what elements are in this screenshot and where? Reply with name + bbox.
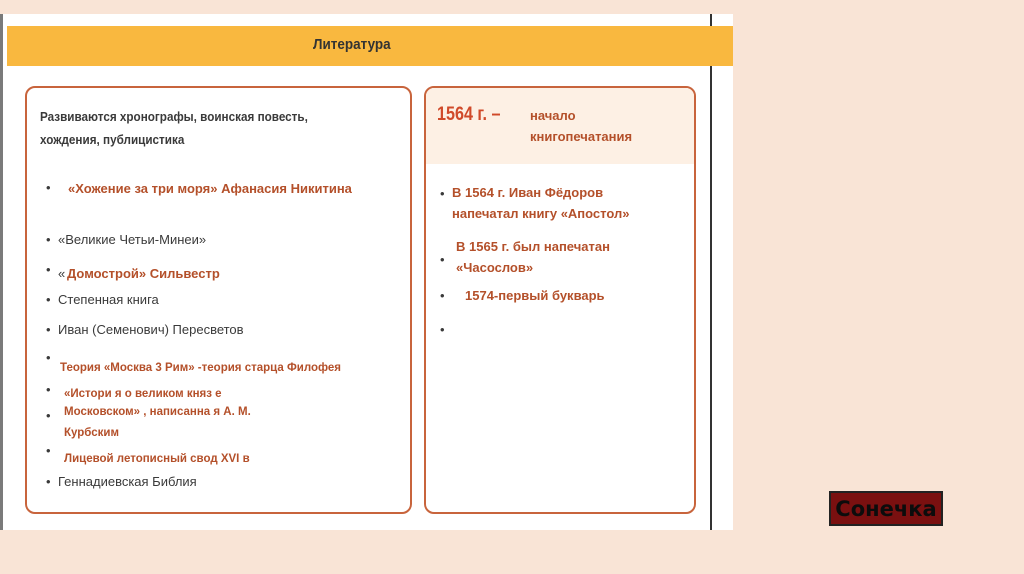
author-badge-label: Сонечка xyxy=(831,493,941,524)
list-item-peresvetov: Иван (Семенович) Пересветов xyxy=(58,322,244,337)
list-item-istoria-line2: Московском» , написанна я А. М. xyxy=(64,406,251,418)
list-item-istoria-line1: «Истори я о великом княз е xyxy=(64,388,222,400)
list-item-khozhenie: «Хожение за три моря» Афанасия Никитина xyxy=(68,181,352,196)
left-heading-line1: Развиваются хронографы, воинская повесть, xyxy=(40,109,308,124)
list-item-gennadievskaya: Геннадиевская Библия xyxy=(58,474,197,489)
printing-item-chasoslov-line2: «Часослов» xyxy=(456,260,534,275)
bullet: • xyxy=(46,382,51,397)
bullet: • xyxy=(46,350,51,365)
printing-note-line1: начало xyxy=(530,108,576,123)
list-item-litsevoi-svod: Лицевой летописный свод XVI в xyxy=(64,453,250,465)
bullet: • xyxy=(440,186,445,201)
list-item-stepennaya: Степенная книга xyxy=(58,292,159,307)
bullet: • xyxy=(440,322,445,337)
bullet: • xyxy=(46,232,51,247)
list-item-istoria-line3: Курбским xyxy=(64,427,119,439)
list-item-chetii-minei: «Великие Четьи-Минеи» xyxy=(58,232,207,247)
bullet: • xyxy=(46,474,51,489)
list-item-domostroi: Домострой» Сильвестр xyxy=(67,266,220,281)
printing-note-line2: книгопечатания xyxy=(530,129,633,144)
bullet: • xyxy=(46,180,51,195)
printing-item-chasoslov-line1: В 1565 г. был напечатан xyxy=(456,239,610,254)
bullet: • xyxy=(440,252,445,267)
printing-item-fedorov-line1: В 1564 г. Иван Фёдоров xyxy=(452,185,604,200)
bullet: • xyxy=(46,408,51,423)
bullet: • xyxy=(46,443,51,458)
page-title: Литература xyxy=(313,36,391,53)
list-item-quote-mark: « xyxy=(58,266,66,281)
bullet: • xyxy=(46,292,51,307)
slide-right-edge xyxy=(710,14,712,530)
left-heading-line2: хождения, публицистика xyxy=(40,132,185,147)
bullet: • xyxy=(440,288,445,303)
bullet: • xyxy=(46,322,51,337)
bullet: • xyxy=(46,262,51,277)
printing-box-header xyxy=(426,88,694,164)
year-1564-label: 1564 г. – xyxy=(437,104,501,125)
printing-item-fedorov-line2: напечатал книгу «Апостол» xyxy=(452,206,630,221)
printing-item-bukvar: 1574-первый букварь xyxy=(465,288,605,303)
list-item-moscow-third-rome: Теория «Москва 3 Рим» -теория старца Филофея xyxy=(60,362,342,374)
author-badge xyxy=(829,491,943,526)
slide-left-edge xyxy=(0,14,3,530)
